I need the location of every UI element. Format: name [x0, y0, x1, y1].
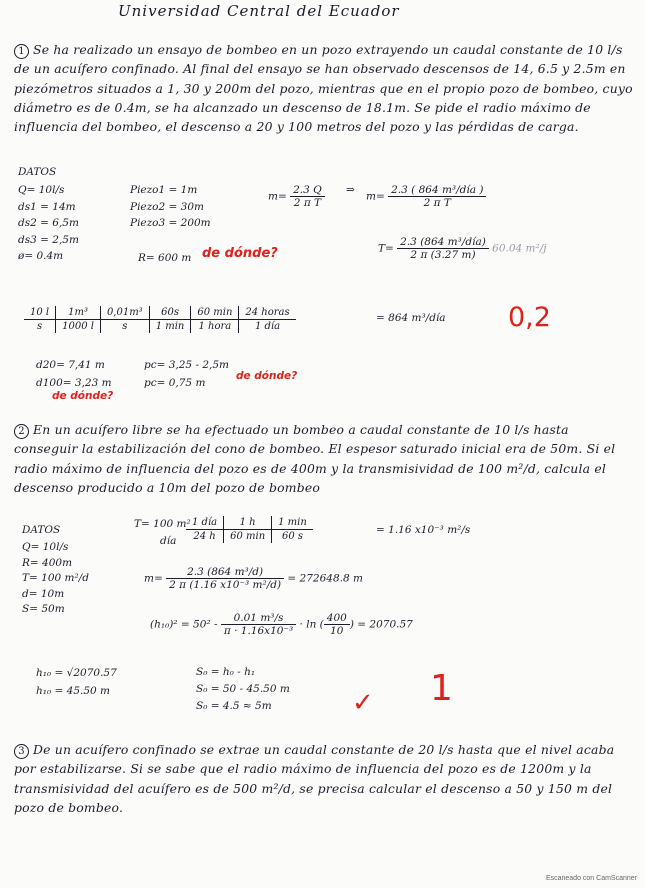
- m-formula-lhs: m=: [268, 190, 287, 203]
- m-formula-1: [268, 184, 325, 209]
- conv-cell: 1000 l: [56, 320, 101, 334]
- m-formula-p2: [144, 566, 363, 591]
- h10-ln: · ln: [299, 618, 317, 631]
- datum-item: ds1 = 14m: [18, 200, 76, 213]
- transmissivity-result: = 1.16 x10⁻³ m²/s: [376, 524, 471, 536]
- problem-2-number: 2: [14, 424, 29, 439]
- s-line: S₀ = 4.5 ≈ 5m: [196, 700, 272, 712]
- h10-ln-den: 10: [330, 625, 344, 637]
- datum-item: S= 50m: [22, 603, 65, 615]
- problem-1-results: [36, 356, 112, 392]
- h10-line: h₁₀ = √2070.57: [36, 667, 117, 679]
- conv-cell: 1 min: [272, 516, 313, 530]
- piezometer-item: Piezo3 = 200m: [130, 217, 211, 229]
- m-formula2-lhs: m=: [366, 190, 385, 203]
- conversion-result: = 864 m³/día: [376, 312, 446, 324]
- piezometer-item: Piezo1 = 1m: [130, 184, 198, 196]
- radius-value: R= 600 m: [138, 252, 192, 264]
- check-mark: ✓: [352, 688, 374, 718]
- losses-note: de dónde?: [236, 370, 298, 382]
- problem-2-statement: [14, 420, 634, 497]
- datum-item: d= 10m: [22, 587, 65, 600]
- datum-item: Q= 10l/s: [18, 184, 65, 196]
- results-note: de dónde?: [52, 390, 114, 402]
- m-formula2-den: 2 π T: [423, 197, 451, 209]
- page-title: Universidad Central del Ecuador: [118, 2, 400, 20]
- radius-note: de dónde?: [202, 246, 278, 261]
- scanner-footer: Escaneado con CamScanner: [545, 875, 637, 882]
- loss-item: pc= 3,25 - 2,5m: [144, 359, 229, 371]
- problem-1-number: 1: [14, 44, 29, 59]
- datum-item: ds2 = 6,5m: [18, 217, 79, 229]
- problem-1-statement: [14, 40, 634, 136]
- s-line: S₀ = 50 - 45.50 m: [196, 683, 290, 695]
- m-formula-2: [366, 184, 486, 209]
- grade-problem-2: 1: [430, 668, 453, 709]
- result-item: d100= 3,23 m: [36, 377, 112, 389]
- m-formula-num: 2.3 Q: [290, 184, 325, 197]
- conv-cell: 1 día: [186, 516, 224, 530]
- t-formula-lhs: T=: [378, 242, 394, 255]
- flow-conversion-table: [24, 306, 296, 333]
- conv-cell: 1 hora: [191, 320, 239, 334]
- conv-cell: 1 día: [239, 320, 296, 334]
- problem-2-text: En un acuífero libre se ha efectuado un bombeo a caudal constante de 10 l/s hasta conseguir la estabilización del cono de bombeo. El espesor saturado inicial era de 50m. Si el radio máximo de influencia del pozo es de 400m y la transmisividad de 100 m²/d, calcula el descenso producido a 10m del pozo de bombeo: [14, 422, 616, 495]
- problem-2-data-list: [22, 540, 89, 618]
- problem-3-number: 3: [14, 744, 29, 759]
- conv-cell: s: [100, 320, 149, 334]
- conv-cell: 0,01m³: [100, 306, 149, 320]
- datum-item: T= 100 m²/d: [22, 572, 89, 584]
- grade-problem-1: 0,2: [508, 302, 551, 333]
- conv-cell: 60 min: [224, 530, 272, 544]
- h10-lhs: (h₁₀)² = 50² -: [150, 618, 218, 631]
- datum-item: ds3 = 2,5m: [18, 233, 79, 246]
- h10-line: h₁₀ = 45.50 m: [36, 685, 111, 697]
- conv-cell: 1 min: [149, 320, 191, 334]
- t-formula-1: [378, 236, 547, 261]
- h10-result: = 2070.57: [357, 618, 413, 631]
- problem-1-text: Se ha realizado un ensayo de bombeo en un pozo extrayendo un caudal constante de 10 l/s de un acuífero confinado. Al final del ensayo se han observado descensos de 14, 6.5 y 2.5m en piezómetros situados a 1, 30 y 200m del pozo, mientras que en el propio pozo de bombeo, cuyo diámetro es de 0.4m, se ha alcanzado un descenso de 18.1m. Se pide el radio máximo de influencia del bombeo, el descenso a 20 y 100 metros del pozo y las pérdidas de carga.: [14, 42, 633, 135]
- datum-item: Q= 10l/s: [22, 541, 69, 553]
- h10-lines: [36, 664, 117, 700]
- datum-item: R= 400m: [22, 556, 73, 569]
- transmissivity-lhs: T= 100 m²: [134, 518, 191, 530]
- h10-den: π · 1.16x10⁻³: [223, 625, 294, 637]
- problem-3-statement: [14, 740, 634, 817]
- m-formula-den: 2 π T: [293, 197, 322, 209]
- problem-3-text: De un acuífero confinado se extrae un caudal constante de 20 l/s hasta que el nivel acaba por estabilizarse. Si se sabe que el radio máximo de influencia del pozo es de 1200m y la transmisividad del acuífero es de 500 m²/d, se precisa calcular el descenso a 50 y 150 m del pozo de bombeo.: [14, 742, 615, 815]
- conv-cell: 60 min: [191, 306, 239, 320]
- h10-ln-num: 400: [324, 612, 350, 625]
- datos-title-1: DATOS: [18, 166, 57, 178]
- conv-cell: 60 s: [272, 530, 313, 544]
- t-formula-den: 2 π (3.27 m): [410, 249, 476, 261]
- result-item: d20= 7,41 m: [36, 359, 105, 371]
- conv-cell: 1m³: [56, 306, 101, 320]
- piezometer-list: [130, 182, 211, 232]
- loss-item: pc= 0,75 m: [144, 377, 206, 389]
- m-formula-p2-num: 2.3 (864 m³/d): [166, 566, 284, 579]
- conv-cell: 10 l: [24, 306, 56, 320]
- h10-num: 0.01 m³/s: [221, 612, 296, 625]
- conv-cell: 24 h: [193, 531, 216, 542]
- conv-cell: s: [36, 321, 43, 332]
- m-formula-p2-den: 2 π (1.16 x10⁻³ m²/d): [169, 579, 282, 591]
- m-formula-p2-lhs: m=: [144, 572, 163, 585]
- conv-cell: 60s: [149, 306, 191, 320]
- drawdown-lines: [196, 664, 290, 715]
- t-formula-num: 2.3 (864 m³/día): [397, 236, 489, 249]
- implies-arrow: ⇒: [346, 184, 355, 196]
- datos-title-2: DATOS: [22, 524, 61, 536]
- head-losses: [144, 356, 229, 392]
- h10-formula: (h₁₀)² = 50² - $\frac{\text{0.01 m³/s}}{\text{π · 1.16x10⁻³}}$ · ln ( $\frac{400}{10}$ ) = 2070.57: [150, 612, 413, 637]
- t-formula-result: 60.04 m²/j: [492, 242, 547, 255]
- s-line: S₀ = h₀ - h₁: [196, 666, 256, 678]
- m-formula2-num: 2.3 ( 864 m³/día ): [388, 184, 486, 197]
- datum-item: ø= 0.4m: [18, 250, 64, 262]
- problem-1-data-list: [18, 182, 118, 265]
- transmissivity-conversion-table: [186, 516, 313, 543]
- transmissivity-denominator: día: [160, 535, 177, 547]
- conv-cell: 1 h: [224, 516, 272, 530]
- conv-cell: 24 horas: [239, 306, 296, 320]
- m-formula-p2-result: = 272648.8 m: [287, 572, 363, 585]
- piezometer-item: Piezo2 = 30m: [130, 200, 204, 213]
